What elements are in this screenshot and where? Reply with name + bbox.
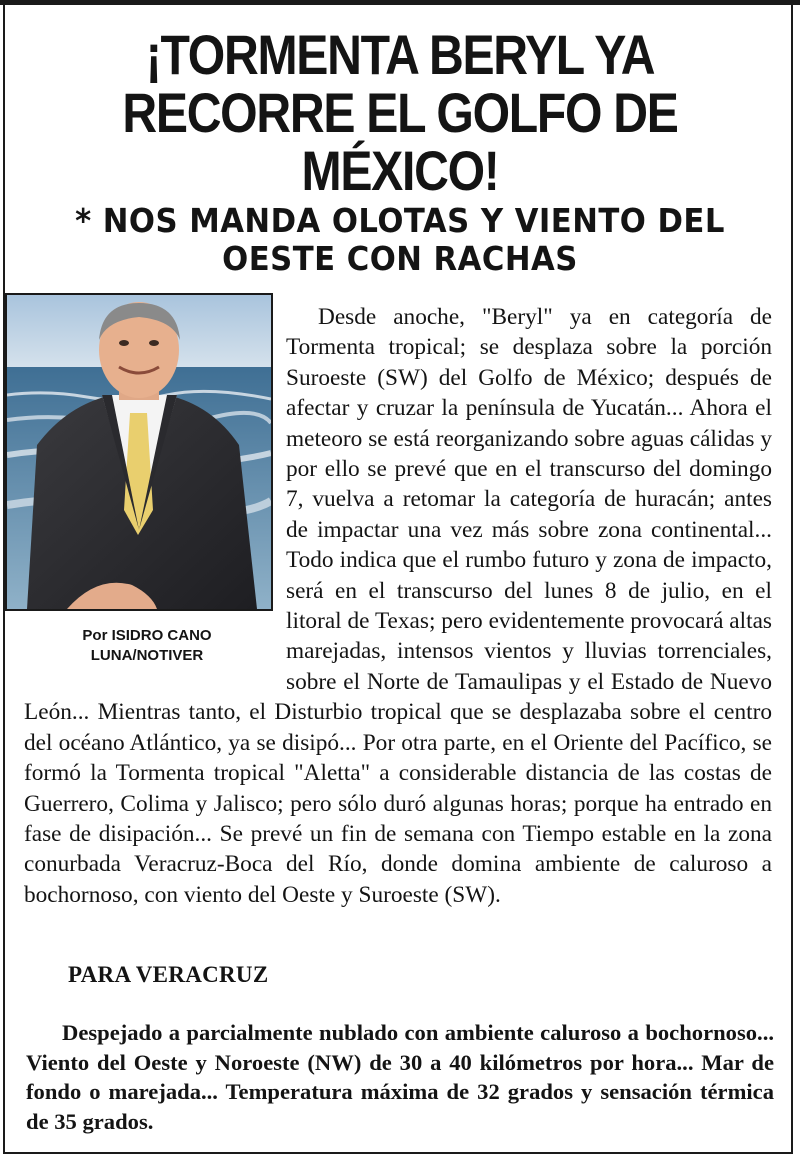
byline: Por ISIDRO CANO LUNA/NOTIVER <box>82 627 212 664</box>
photo-wrap-spacer <box>24 302 286 667</box>
body-paragraph: Desde anoche, "Beryl" ya en categoría de Tormenta tropical; se desplaza sobre la porción Suroeste (SW) del Golfo de México; después de afectar y cruzar la península de Yucatán... Ahora el meteoro se está reorganizando sobre aguas cálidas y por ello se prevé que en el transcurso del domingo 7, vuelva a retomar la categoría de huracán; antes de impactar una vez más sobre zona continental... Todo indica que el rumbo futuro y zona de impacto, será en el transcurso del lunes 8 de julio, en el litoral de Texas; pero evidentemente provocará altas marejadas, intensos vientos y lluvias torrenciales, sobre el Norte de Tamaulipas y el Estado de Nuevo León... Mientras tanto, el Disturbio tropical que se desplazaba sobre el centro del océano Atlántico, ya se disipó... Por otra parte, en el Oriente del Pacífico, se formó la Tormenta tropical "Aletta" a considerable distancia de las costas de Guerrero, Colima y Jalisco; pero sólo duró algunas horas; porque ha entrado en fase de disipación... Se prevé un fin de semana con Tiempo estable en la zona conurbada Veracruz-Boca del Río, donde domina ambiente de caluroso a bochornoso, con viento del Oeste y Suroeste (SW). <box>24 304 772 908</box>
section-heading: PARA VERACRUZ <box>68 962 269 987</box>
forecast-text: Despejado a parcialmente nublado con ambiente caluroso a bochornoso... Viento del Oeste y Noroeste (NW) de 30 a 40 kilómetros por hora... Mar de fondo o marejada... Temperatura máxima de 32 grados y sensación térmica de 35 grados. <box>26 1020 774 1134</box>
article-body <box>24 302 772 910</box>
subheadline: * NOS MANDA OLOTAS Y VIENTO DEL OESTE CON RACHAS <box>75 201 725 278</box>
forecast-paragraph <box>26 1018 774 1136</box>
headline: ¡TORMENTA BERYL YA RECORRE EL GOLFO DE MÉXICO! <box>122 23 678 202</box>
